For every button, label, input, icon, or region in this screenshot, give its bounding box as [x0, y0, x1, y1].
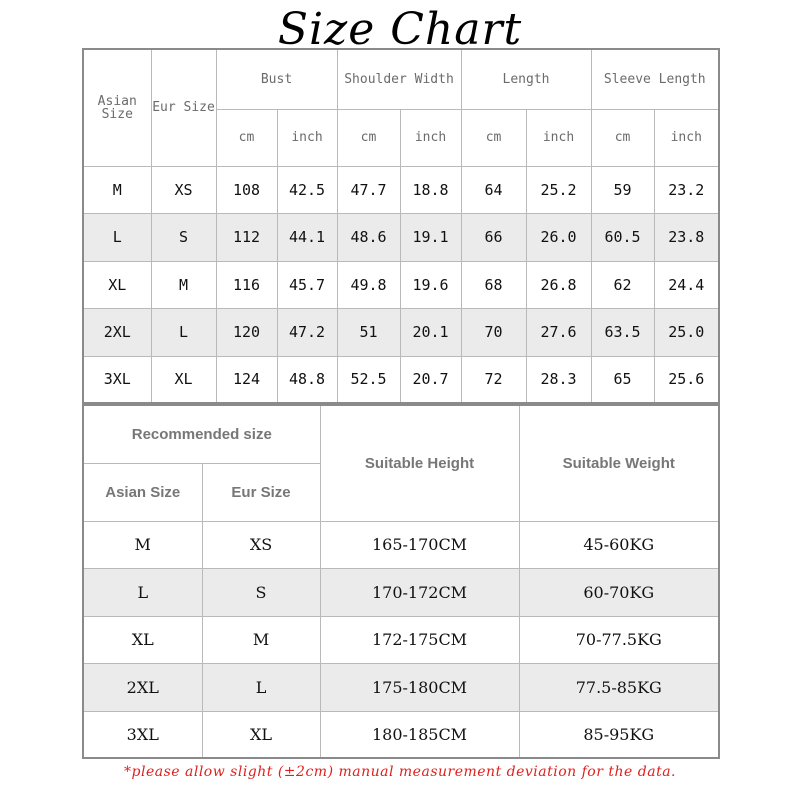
cell-eur-size: M [151, 261, 216, 308]
cell-shoulder-inch: 20.1 [400, 308, 461, 356]
cell-shoulder-cm: 51 [337, 308, 400, 356]
cell-asian-size: 2XL [83, 663, 202, 711]
cell-shoulder-cm: 48.6 [337, 213, 400, 261]
cell-asian-size: M [83, 521, 202, 568]
cell-eur-size: XL [151, 356, 216, 403]
cell-weight: 60-70KG [519, 568, 719, 616]
header-bust: Bust [216, 49, 337, 109]
cell-bust-inch: 48.8 [277, 356, 337, 403]
cell-asian-size: M [83, 166, 151, 213]
cell-length-inch: 27.6 [526, 308, 591, 356]
cell-length-inch: 26.8 [526, 261, 591, 308]
cell-length-cm: 68 [461, 261, 526, 308]
cell-length-cm: 70 [461, 308, 526, 356]
cell-height: 165-170CM [320, 521, 519, 568]
header-suitable-weight: Suitable Weight [519, 405, 719, 521]
cell-weight: 77.5-85KG [519, 663, 719, 711]
cell-asian-size: XL [83, 261, 151, 308]
header-suitable-height: Suitable Height [320, 405, 519, 521]
header-length: Length [461, 49, 591, 109]
cell-length-cm: 64 [461, 166, 526, 213]
cell-sleeve-cm: 60.5 [591, 213, 654, 261]
cell-height: 172-175CM [320, 616, 519, 663]
cell-sleeve-inch: 23.8 [654, 213, 719, 261]
measurement-deviation-note: *please allow slight (±2cm) manual measurement deviation for the data. [124, 764, 676, 780]
table-row [83, 568, 719, 616]
header-eur-size: Eur Size [151, 49, 216, 166]
cell-bust-cm: 116 [216, 261, 277, 308]
unit-inch: inch [526, 109, 591, 166]
cell-length-inch: 28.3 [526, 356, 591, 403]
cell-height: 175-180CM [320, 663, 519, 711]
header-eur-size: Eur Size [202, 463, 320, 521]
unit-cm: cm [591, 109, 654, 166]
table-row [83, 166, 719, 213]
page-title: Size Chart [277, 4, 523, 55]
unit-inch: inch [277, 109, 337, 166]
cell-shoulder-inch: 20.7 [400, 356, 461, 403]
cell-length-cm: 66 [461, 213, 526, 261]
table-row [83, 261, 719, 308]
cell-eur-size: L [202, 663, 320, 711]
table-row [83, 213, 719, 261]
cell-weight: 45-60KG [519, 521, 719, 568]
header-recommended-size: Recommended size [83, 405, 320, 463]
cell-length-cm: 72 [461, 356, 526, 403]
header-shoulder-width: Shoulder Width [337, 49, 461, 109]
cell-shoulder-inch: 18.8 [400, 166, 461, 213]
header-asian-size: Asian Size [83, 463, 202, 521]
cell-sleeve-cm: 62 [591, 261, 654, 308]
cell-asian-size: 3XL [83, 711, 202, 758]
unit-cm: cm [337, 109, 400, 166]
table-row [83, 663, 719, 711]
cell-sleeve-inch: 25.0 [654, 308, 719, 356]
header-sleeve-length: Sleeve Length [591, 49, 719, 109]
cell-weight: 85-95KG [519, 711, 719, 758]
unit-inch: inch [400, 109, 461, 166]
cell-length-inch: 25.2 [526, 166, 591, 213]
cell-shoulder-inch: 19.1 [400, 213, 461, 261]
cell-bust-cm: 124 [216, 356, 277, 403]
cell-height: 170-172CM [320, 568, 519, 616]
cell-sleeve-inch: 25.6 [654, 356, 719, 403]
cell-bust-inch: 44.1 [277, 213, 337, 261]
unit-cm: cm [461, 109, 526, 166]
table-row [83, 356, 719, 403]
cell-eur-size: XS [202, 521, 320, 568]
cell-asian-size: L [83, 213, 151, 261]
cell-eur-size: S [202, 568, 320, 616]
header-asian-size: Asian Size [83, 49, 151, 166]
recommended-size-table [82, 404, 720, 759]
table-row [83, 711, 719, 758]
cell-shoulder-cm: 52.5 [337, 356, 400, 403]
measurement-table [82, 48, 720, 404]
cell-eur-size: XL [202, 711, 320, 758]
cell-eur-size: L [151, 308, 216, 356]
cell-bust-inch: 45.7 [277, 261, 337, 308]
cell-weight: 70-77.5KG [519, 616, 719, 663]
cell-shoulder-inch: 19.6 [400, 261, 461, 308]
cell-eur-size: XS [151, 166, 216, 213]
cell-sleeve-cm: 59 [591, 166, 654, 213]
cell-asian-size: 2XL [83, 308, 151, 356]
cell-sleeve-cm: 65 [591, 356, 654, 403]
cell-sleeve-inch: 23.2 [654, 166, 719, 213]
cell-shoulder-cm: 49.8 [337, 261, 400, 308]
cell-asian-size: L [83, 568, 202, 616]
cell-bust-cm: 120 [216, 308, 277, 356]
cell-asian-size: XL [83, 616, 202, 663]
cell-bust-cm: 112 [216, 213, 277, 261]
unit-cm: cm [216, 109, 277, 166]
cell-sleeve-inch: 24.4 [654, 261, 719, 308]
cell-height: 180-185CM [320, 711, 519, 758]
cell-bust-inch: 47.2 [277, 308, 337, 356]
cell-length-inch: 26.0 [526, 213, 591, 261]
cell-shoulder-cm: 47.7 [337, 166, 400, 213]
cell-bust-inch: 42.5 [277, 166, 337, 213]
cell-asian-size: 3XL [83, 356, 151, 403]
cell-sleeve-cm: 63.5 [591, 308, 654, 356]
table-row [83, 308, 719, 356]
table-row [83, 616, 719, 663]
cell-eur-size: S [151, 213, 216, 261]
table-row [83, 521, 719, 568]
unit-inch: inch [654, 109, 719, 166]
cell-bust-cm: 108 [216, 166, 277, 213]
cell-eur-size: M [202, 616, 320, 663]
